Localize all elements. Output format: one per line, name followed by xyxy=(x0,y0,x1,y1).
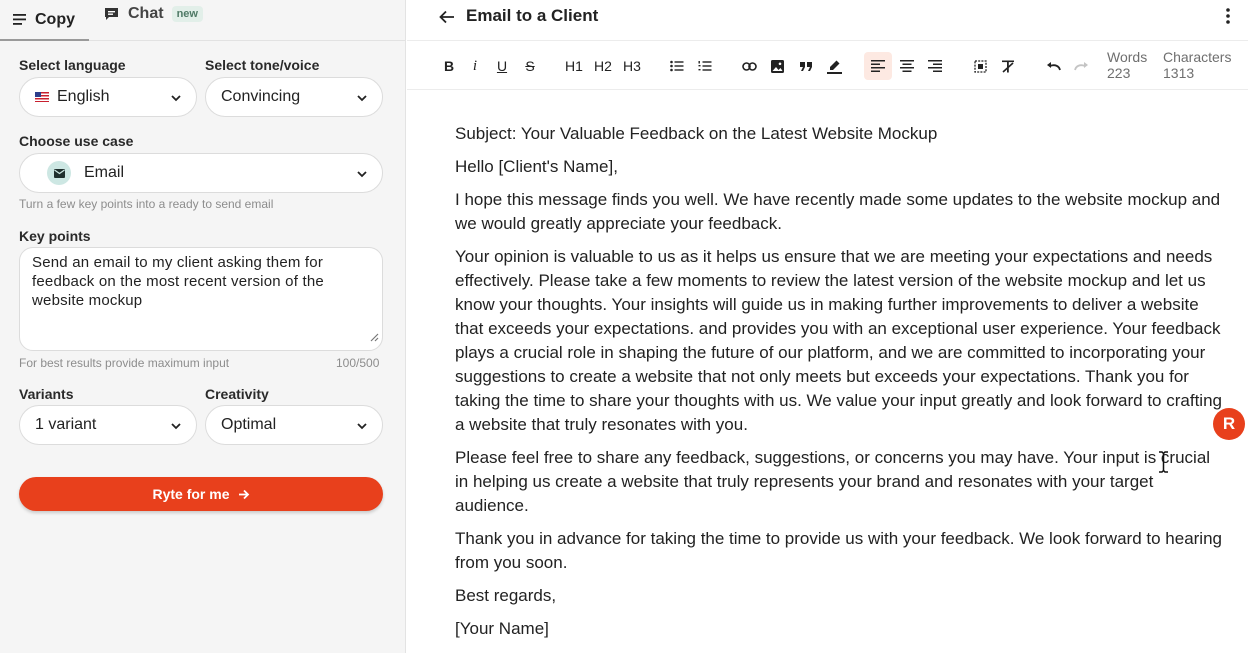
tone-value: Convincing xyxy=(221,88,301,105)
ryte-button-label: Ryte for me xyxy=(152,486,230,502)
greeting: Hello [Client's Name], xyxy=(455,157,618,176)
character-count-label: Characters xyxy=(1163,49,1232,65)
heading3-button[interactable]: H3 xyxy=(623,58,641,74)
clear-format-icon[interactable] xyxy=(998,55,1018,77)
use-case-hint: Turn a few key points into a ready to send email xyxy=(19,197,274,211)
language-label: Select language xyxy=(19,57,126,73)
key-points-hint: For best results provide maximum input xyxy=(19,356,230,370)
assistant-badge-button[interactable]: R xyxy=(1213,408,1245,440)
creativity-select[interactable] xyxy=(205,405,383,445)
undo-icon[interactable] xyxy=(1043,55,1063,77)
character-count-value: 1313 xyxy=(1163,65,1195,81)
key-points-text: Send an email to my client asking them for feedback on the most recent version of the website mockup xyxy=(32,254,324,309)
align-right-icon[interactable] xyxy=(925,55,945,77)
text-cursor-icon xyxy=(1158,451,1169,478)
subject-line: Subject: Your Valuable Feedback on the Latest Website Mockup xyxy=(455,124,938,143)
select-all-icon[interactable] xyxy=(970,55,990,77)
use-case-label: Choose use case xyxy=(19,133,134,149)
body-paragraph: I hope this message finds you well. We have recently made some updates to the website mockup and we would greatly appreciate your feedback. xyxy=(455,190,1221,233)
redo-icon xyxy=(1071,55,1091,77)
creativity-label: Creativity xyxy=(205,386,269,402)
chevron-down-icon xyxy=(356,419,368,437)
key-points-input[interactable] xyxy=(19,247,383,351)
settings-panel xyxy=(0,0,406,653)
creativity-value: Optimal xyxy=(221,416,277,433)
word-count-value: 223 xyxy=(1107,65,1131,81)
key-points-counter: 100/500 xyxy=(336,356,380,370)
word-count xyxy=(1107,49,1147,81)
use-case-select[interactable] xyxy=(19,153,383,193)
tab-chat[interactable] xyxy=(104,0,203,34)
use-case-value: Email xyxy=(84,164,125,181)
character-count xyxy=(1163,49,1231,81)
tone-select[interactable] xyxy=(205,77,383,117)
resize-handle-icon[interactable] xyxy=(370,328,379,347)
variants-select[interactable] xyxy=(19,405,197,445)
image-icon[interactable] xyxy=(767,55,787,77)
email-icon xyxy=(47,161,71,185)
italic-button[interactable]: i xyxy=(472,57,478,74)
word-count-label: Words xyxy=(1107,49,1148,65)
underline-button[interactable]: U xyxy=(496,58,508,74)
highlight-icon[interactable] xyxy=(824,55,844,77)
chevron-down-icon xyxy=(170,91,182,109)
document-title: Email to a Client xyxy=(466,6,599,25)
tab-copy-label: Copy xyxy=(35,10,75,28)
lines-icon xyxy=(13,14,26,25)
numbered-list-icon[interactable] xyxy=(695,55,715,77)
chevron-down-icon xyxy=(356,167,368,185)
ryte-for-me-button[interactable] xyxy=(19,477,383,511)
mode-tabs xyxy=(0,0,406,41)
heading2-button[interactable]: H2 xyxy=(594,58,612,74)
quote-icon[interactable] xyxy=(796,55,816,77)
bullet-list-icon[interactable] xyxy=(667,55,687,77)
body-paragraph: Thank you in advance for taking the time to provide us with your feedback. We look forward to hearing from you soon. xyxy=(455,529,1222,572)
signature: [Your Name] xyxy=(455,619,549,638)
document-header xyxy=(407,0,1248,38)
language-select[interactable] xyxy=(19,77,197,117)
strikethrough-button[interactable]: S xyxy=(525,58,535,74)
kebab-icon[interactable] xyxy=(1226,8,1230,29)
chevron-down-icon xyxy=(356,91,368,109)
key-points-label: Key points xyxy=(19,228,91,244)
us-flag-icon xyxy=(35,92,49,102)
chevron-down-icon xyxy=(170,419,182,437)
email-body-editor[interactable] xyxy=(455,122,1225,650)
variants-value: 1 variant xyxy=(35,416,97,433)
link-icon[interactable] xyxy=(739,55,759,77)
tab-chat-label: Chat xyxy=(128,5,164,22)
editor-toolbar xyxy=(407,40,1248,90)
align-center-icon[interactable] xyxy=(897,55,917,77)
sign-off: Best regards, xyxy=(455,586,557,605)
tone-label: Select tone/voice xyxy=(205,57,320,73)
bold-button[interactable]: B xyxy=(443,58,455,74)
new-badge: new xyxy=(172,6,203,22)
body-paragraph: Your opinion is valuable to us as it helps us ensure that we are meeting your expectations and needs effectively. Please take a few moments to review the latest version of the website mockup and let us know your thoughts. Your insights will guide us in making further improvements to deliver a website that exceeds your expectations. and provides you with an exceptional user experience. Your feedback plays a crucial role in shaping the future of our platform, and we are committed to incorporating your suggestions to create a website that not only meets but exceeds your expectations. Thank you for taking the time to share your thoughts with us. We value your input greatly and look forward to crafting a website that truly resonates with you. xyxy=(455,247,1222,434)
variants-label: Variants xyxy=(19,386,74,402)
heading1-button[interactable]: H1 xyxy=(565,58,583,74)
tab-copy[interactable] xyxy=(0,0,89,41)
body-paragraph: Please feel free to share any feedback, suggestions, or concerns you may have. Your input is crucial in helping us create a website that truly represents your brand and resonates with your target audience. xyxy=(455,448,1211,515)
language-value: English xyxy=(57,88,110,105)
align-left-icon[interactable] xyxy=(864,52,892,80)
chat-icon xyxy=(104,7,119,21)
arrow-left-icon[interactable] xyxy=(438,8,456,31)
arrow-right-icon xyxy=(238,489,250,500)
